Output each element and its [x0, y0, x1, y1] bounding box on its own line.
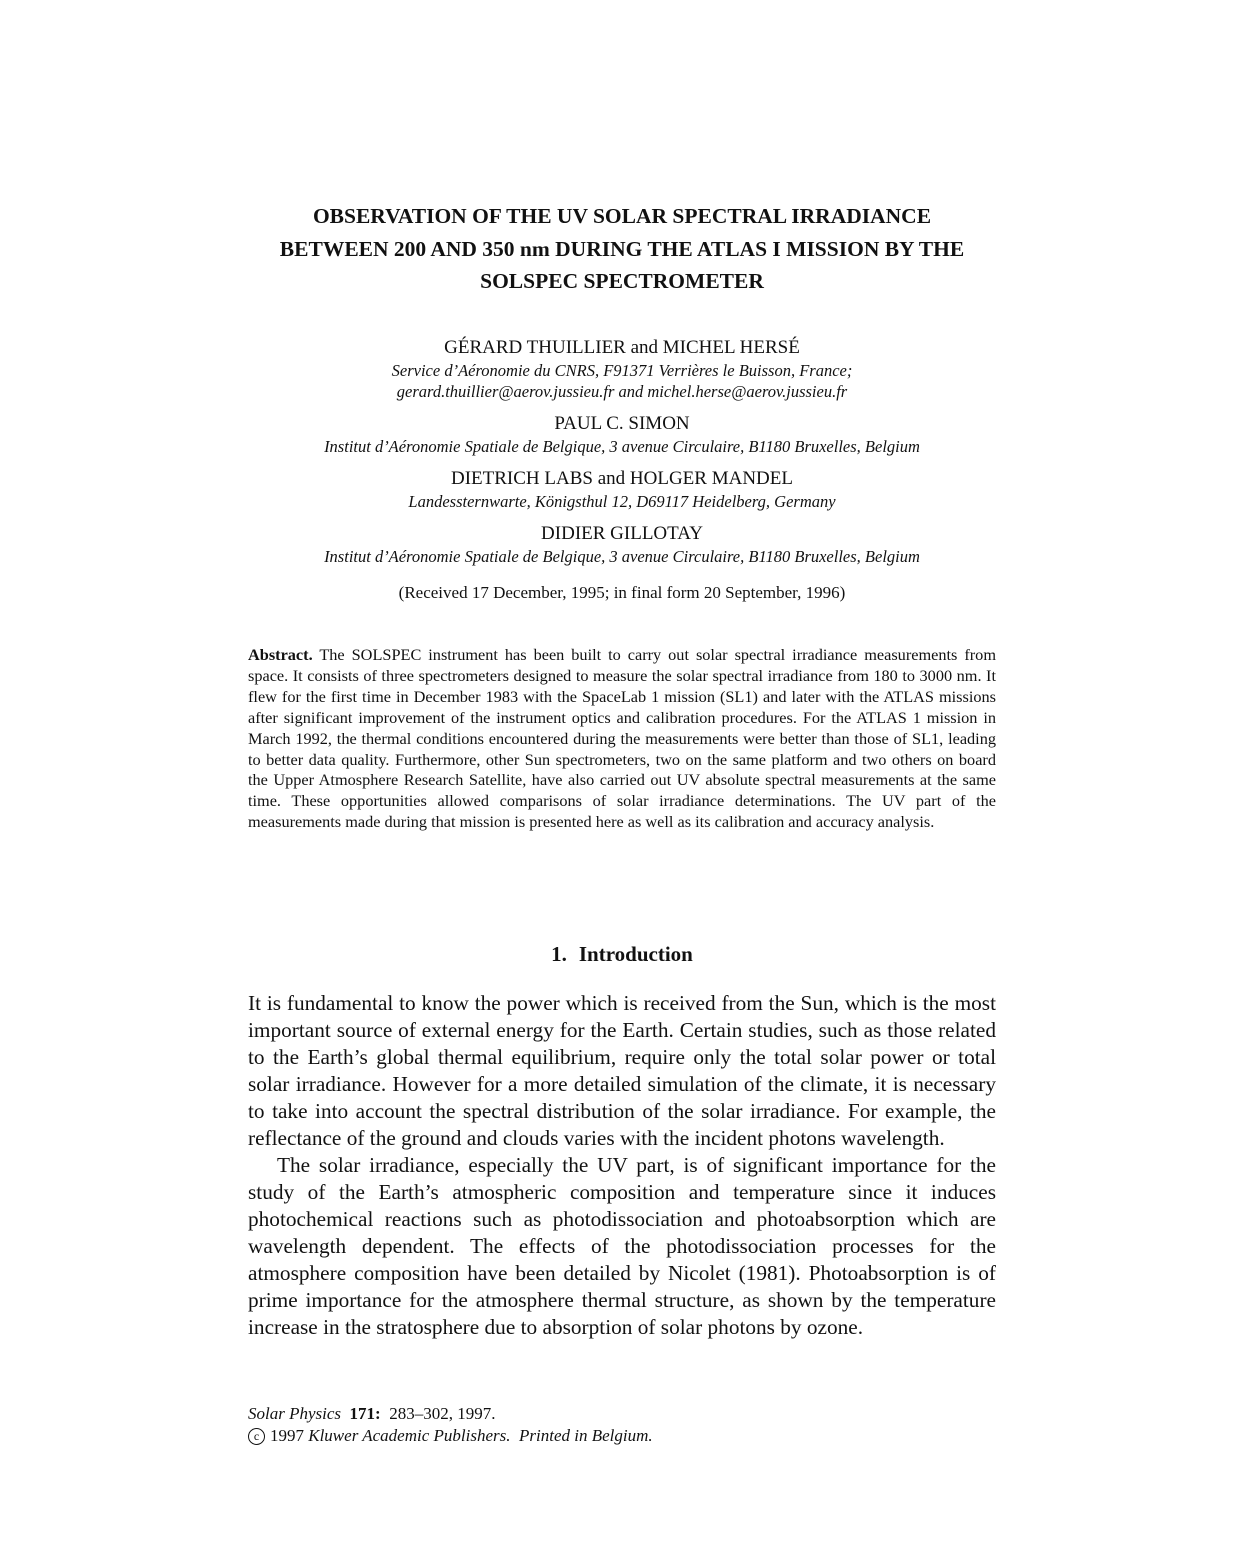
abstract-text: The SOLSPEC instrument has been built to carry out solar spectral irradiance measurements from space. It consists of three spectrometers designed to measure the solar spectral irradiance from 180 to 3000 nm. It flew for the first time in December 1983 with the SpaceLab 1 mission (SL1) and later with the ATLAS missions after significant improvement of the instrument optics and calibration procedures. For the ATLAS 1 mission in March 1992, the thermal conditions encountered during the measurements were better than those of SL1, leading to better data quality. Furthermore, other Sun spectrometers, two on the same platform and two others on board the Upper Atmosphere Research Satellite, have also carried out UV absolute spectral measurements at the same time. These opportunities allowed comparisons of solar irradiance determinations. The UV part of the measurements made during that mission is presented here as well as its calibration and accuracy analysis.	[248, 645, 996, 832]
author-list	[248, 336, 996, 577]
author-names: DIDIER GILLOTAY	[541, 523, 703, 544]
copyright-year: 1997	[270, 1425, 304, 1445]
section-number: 1.	[551, 942, 567, 966]
author-group	[248, 522, 996, 567]
section-heading	[248, 940, 996, 968]
abstract	[248, 645, 996, 833]
printed-location: Printed in Belgium.	[519, 1425, 653, 1445]
author-group	[248, 336, 996, 402]
copyright-line	[248, 1425, 996, 1447]
author-affiliation: Service d’Aéronomie du CNRS, F91371 Verrières le Buisson, France;	[391, 361, 853, 380]
journal-name: Solar Physics	[248, 1404, 342, 1423]
journal-pages-year: 283–302, 1997.	[389, 1404, 496, 1423]
author-group	[248, 412, 996, 457]
received-dates: (Received 17 December, 1995; in final form 20 September, 1996)	[398, 583, 846, 602]
author-names: DIETRICH LABS and HOLGER MANDEL	[451, 468, 793, 489]
copyright-icon: c	[248, 1428, 265, 1445]
author-group	[248, 467, 996, 512]
author-names: GÉRARD THUILLIER and MICHEL HERSÉ	[444, 337, 800, 358]
title-line: BETWEEN 200 AND 350 nm DURING THE ATLAS I MISSION BY THE	[279, 236, 965, 261]
paragraph: It is fundamental to know the power which is received from the Sun, which is the most important source of external energy for the Earth. Certain studies, such as those related to the Earth’s global thermal equilibrium, require only the total solar power or total solar irradiance. However for a more detailed simulation of the climate, it is necessary to take into account the spectral distribution of the solar irradiance. For example, the reflectance of the ground and clouds varies with the incident photons wavelength.	[248, 991, 996, 1150]
author-affiliation: Landessternwarte, Königsthul 12, D69117 Heidelberg, Germany	[408, 492, 836, 511]
title-line: OBSERVATION OF THE UV SOLAR SPECTRAL IRRADIANCE	[312, 204, 932, 228]
author-affiliation: Institut d’Aéronomie Spatiale de Belgique, 3 avenue Circulaire, B1180 Bruxelles, Belgium	[324, 437, 920, 456]
title-line: SOLSPEC SPECTROMETER	[480, 269, 764, 293]
author-names: PAUL C. SIMON	[554, 413, 690, 434]
publication-footer	[248, 1403, 996, 1446]
author-affiliation: Institut d’Aéronomie Spatiale de Belgique, 3 avenue Circulaire, B1180 Bruxelles, Belgium	[324, 547, 920, 566]
abstract-label: Abstract.	[248, 645, 313, 664]
paragraph: The solar irradiance, especially the UV part, is of significant importance for the study of the Earth’s atmospheric composition and temperature since it induces photochemical reactions such as photodissociation and photoabsorption which are wavelength dependent. The effects of the photodissociation processes for the atmosphere composition have been detailed by Nicolet (1981). Photoabsorption is of prime importance for the atmosphere thermal structure, as shown by the temperature increase in the stratosphere due to absorption of solar photons by ozone.	[248, 1153, 996, 1339]
author-email: gerard.thuillier@aerov.jussieu.fr and michel.herse@aerov.jussieu.fr	[396, 382, 848, 401]
journal-volume: 171:	[349, 1404, 381, 1423]
citation-line	[248, 1403, 996, 1425]
publisher-name: Kluwer Academic Publishers.	[308, 1425, 511, 1445]
paper-title	[248, 200, 996, 298]
section-title: Introduction	[578, 942, 693, 966]
body-text	[248, 990, 996, 1341]
